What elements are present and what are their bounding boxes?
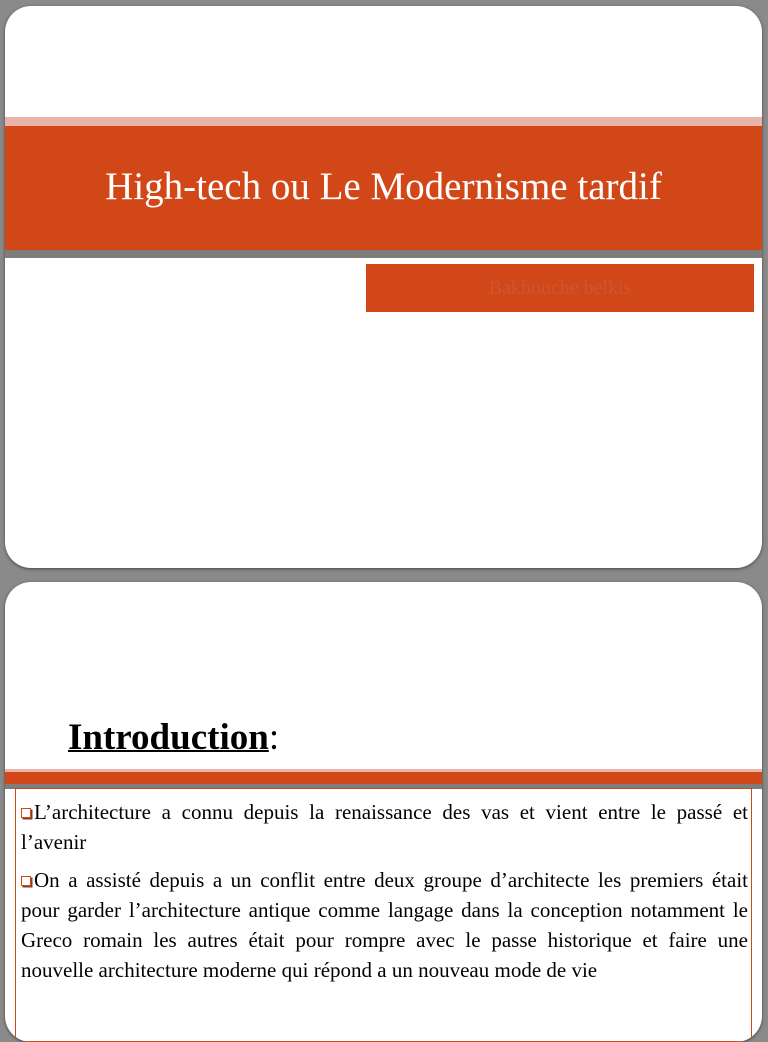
slide-2[interactable] xyxy=(5,582,762,1042)
subtitle-bar xyxy=(366,264,754,312)
bullet-item xyxy=(21,797,748,857)
bullet-text: On a assisté depuis a un conflit entre deux groupe d’architecte les premiers était pour garder l’architecture antique comme langage dans la conception notamment le Greco romain les autres était pour rompre avec le passe historique et faire une nouvelle architecture moderne qui répond a un nouveau mode de vie xyxy=(21,868,748,982)
heading-text: Introduction xyxy=(68,717,269,758)
bullet-item xyxy=(21,865,748,985)
bullet-text: L’architecture a connu depuis la renaissance des vas et vient entre le passé et l’avenir xyxy=(21,800,748,854)
content-box xyxy=(15,788,752,1042)
checkbox-bullet-icon xyxy=(21,808,31,818)
slide-subtitle: Bakhouche belkis xyxy=(488,277,632,299)
heading-rule xyxy=(5,772,762,784)
checkbox-bullet-icon xyxy=(21,876,31,886)
title-band xyxy=(5,126,762,250)
slide-heading xyxy=(68,716,279,760)
heading-colon: : xyxy=(268,717,280,758)
slide-title: High-tech ou Le Modernisme tardif xyxy=(105,165,662,208)
slide-1[interactable] xyxy=(5,6,762,568)
